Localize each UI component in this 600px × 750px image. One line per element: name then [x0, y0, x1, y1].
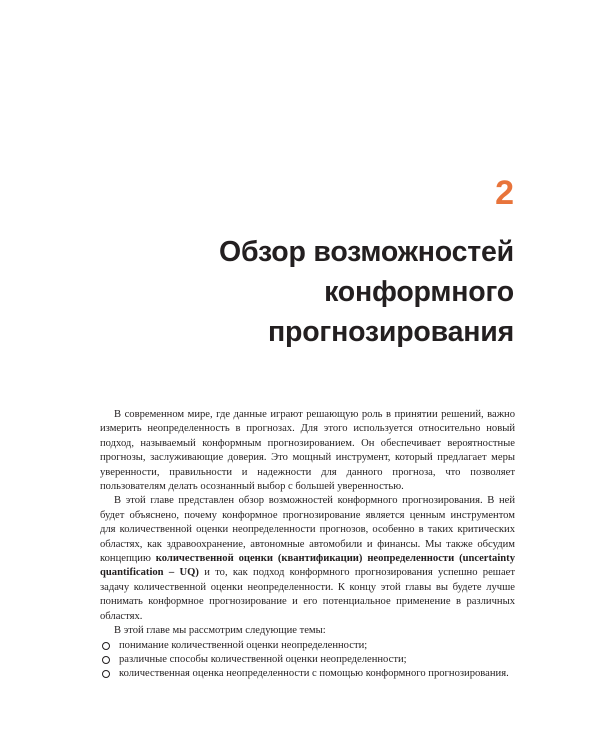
chapter-title-line-3: прогнозирования	[267, 316, 514, 348]
topics-list	[100, 639, 515, 682]
list-item-text: различные способы количественной оценки неопределенности;	[119, 653, 407, 665]
list-item	[100, 667, 515, 681]
chapter-title-line-2: конформного	[324, 276, 514, 308]
overview-text-part-1: В этой главе представлен обзор возможностей конформного прогнозирования. В ней будет объяснено, почему конформное прогнозирование является ценным инструментом для количественной оценки неопределенности прогнозов, особенно в таких критических областях, как здравоохранение, автономные автомобили и финансы. Мы также обсудим концепцию	[100, 495, 515, 565]
topics-intro: В этой главе мы рассмотрим следующие темы:	[114, 625, 326, 637]
list-item-text: количественная оценка неопределенности с помощью конформного прогнозирования.	[119, 668, 509, 680]
uq-term: количественной оценки (квантификации) неопределенности (uncertainty quantification – UQ)	[100, 553, 515, 579]
bullet-circle-icon	[102, 670, 110, 678]
chapter-number: 2	[495, 174, 514, 212]
list-item-text: понимание количественной оценки неопределенности;	[119, 639, 368, 651]
bullet-circle-icon	[102, 642, 110, 650]
bullet-circle-icon	[102, 656, 110, 664]
overview-paragraph	[100, 494, 515, 624]
chapter-body	[100, 408, 515, 682]
list-item	[100, 653, 515, 667]
overview-text-part-2: и то, как подход конформного прогнозирования успешно решает задачу количественной оценки неопределенности. К концу этой главы вы будете лучше понимать конформное прогнозирование и его потенциальное применение в различных областях.	[100, 567, 515, 622]
list-item	[100, 639, 515, 653]
chapter-title-line-1: Обзор возможностей	[219, 236, 514, 268]
chapter-title	[134, 232, 514, 352]
intro-paragraph: В современном мире, где данные играют решающую роль в принятии решений, важно измерить неопределенность в прогнозах. Для этого используется относительно новый подход, называемый конформным прогнозированием. Он обеспечивает вероятностные прогнозы, заслуживающие доверия. Это мощный инструмент, который предлагает меры уверенности, правильности и надежности для данного прогноза, что позволяет пользователям делать осознанный выбор с большей уверенностью.	[100, 409, 515, 493]
